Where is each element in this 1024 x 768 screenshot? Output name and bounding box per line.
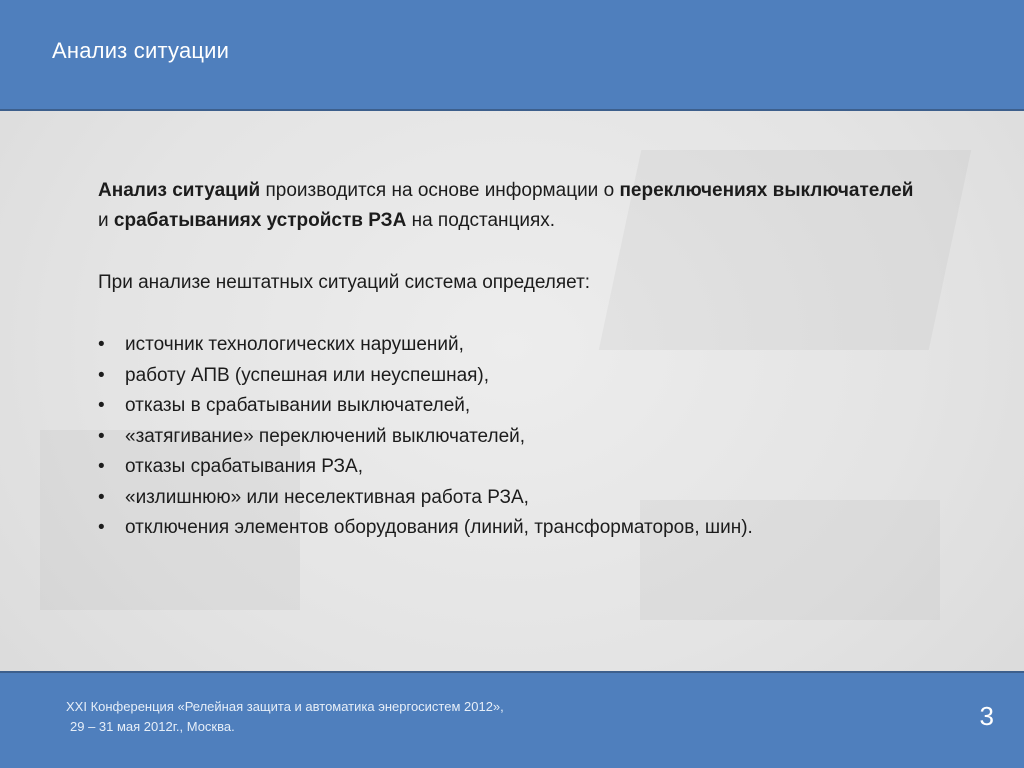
list-item	[98, 422, 928, 453]
spacer	[98, 298, 928, 330]
spacer	[98, 236, 928, 268]
bullet-icon: •	[98, 425, 105, 447]
header-band	[0, 0, 1024, 111]
intro-bold-3: срабатываниях устройств РЗА	[113, 210, 407, 231]
intro-bold-1: Анализ ситуаций	[98, 180, 261, 201]
bullet-icon: •	[98, 456, 105, 477]
list-item	[98, 513, 928, 544]
bullet-icon: •	[98, 517, 105, 538]
bullet-icon: •	[98, 364, 105, 386]
list-item	[98, 391, 928, 422]
list-item	[98, 452, 928, 483]
intro-text-1: производится на основе информации о	[260, 180, 620, 201]
list-item-text: работу АПВ (успешная или неуспешная),	[125, 364, 490, 386]
bullet-list	[98, 330, 928, 544]
bullet-icon: •	[98, 486, 105, 508]
footer-line-2: 29 – 31 мая 2012г., Москва.	[70, 719, 235, 734]
footer-conference-info	[66, 697, 504, 737]
list-item	[98, 330, 928, 361]
page-title: Анализ ситуации	[52, 38, 230, 63]
list-item-text: отказы в срабатывании выключателей,	[125, 395, 471, 416]
footer-line-1: XXI Конференция «Релейная защита и автоматика энергосистем 2012»,	[66, 699, 504, 714]
list-item	[98, 361, 928, 392]
intro-text-2: и	[98, 210, 114, 231]
bullet-icon: •	[98, 395, 105, 416]
intro-paragraph	[98, 176, 928, 236]
list-item-text: «затягивание» переключений выключателей,	[125, 425, 526, 447]
intro-bold-2: переключениях выключателей	[619, 180, 914, 201]
page-number: 3	[979, 701, 994, 731]
list-item-text: отказы срабатывания РЗА,	[125, 456, 363, 477]
list-item-text: «излишнюю» или неселективная работа РЗА,	[125, 486, 529, 508]
list-item-text: источник технологических нарушений,	[125, 334, 464, 355]
footer-band	[0, 671, 1024, 768]
intro-text-3: на подстанциях.	[406, 210, 556, 231]
slide-content	[98, 176, 928, 544]
list-item-text: отключения элементов оборудования (линий, трансформаторов, шин).	[125, 517, 753, 538]
list-lead-paragraph: При анализе нештатных ситуаций система определяет:	[98, 272, 591, 293]
list-item	[98, 483, 928, 514]
bullet-icon: •	[98, 334, 105, 355]
